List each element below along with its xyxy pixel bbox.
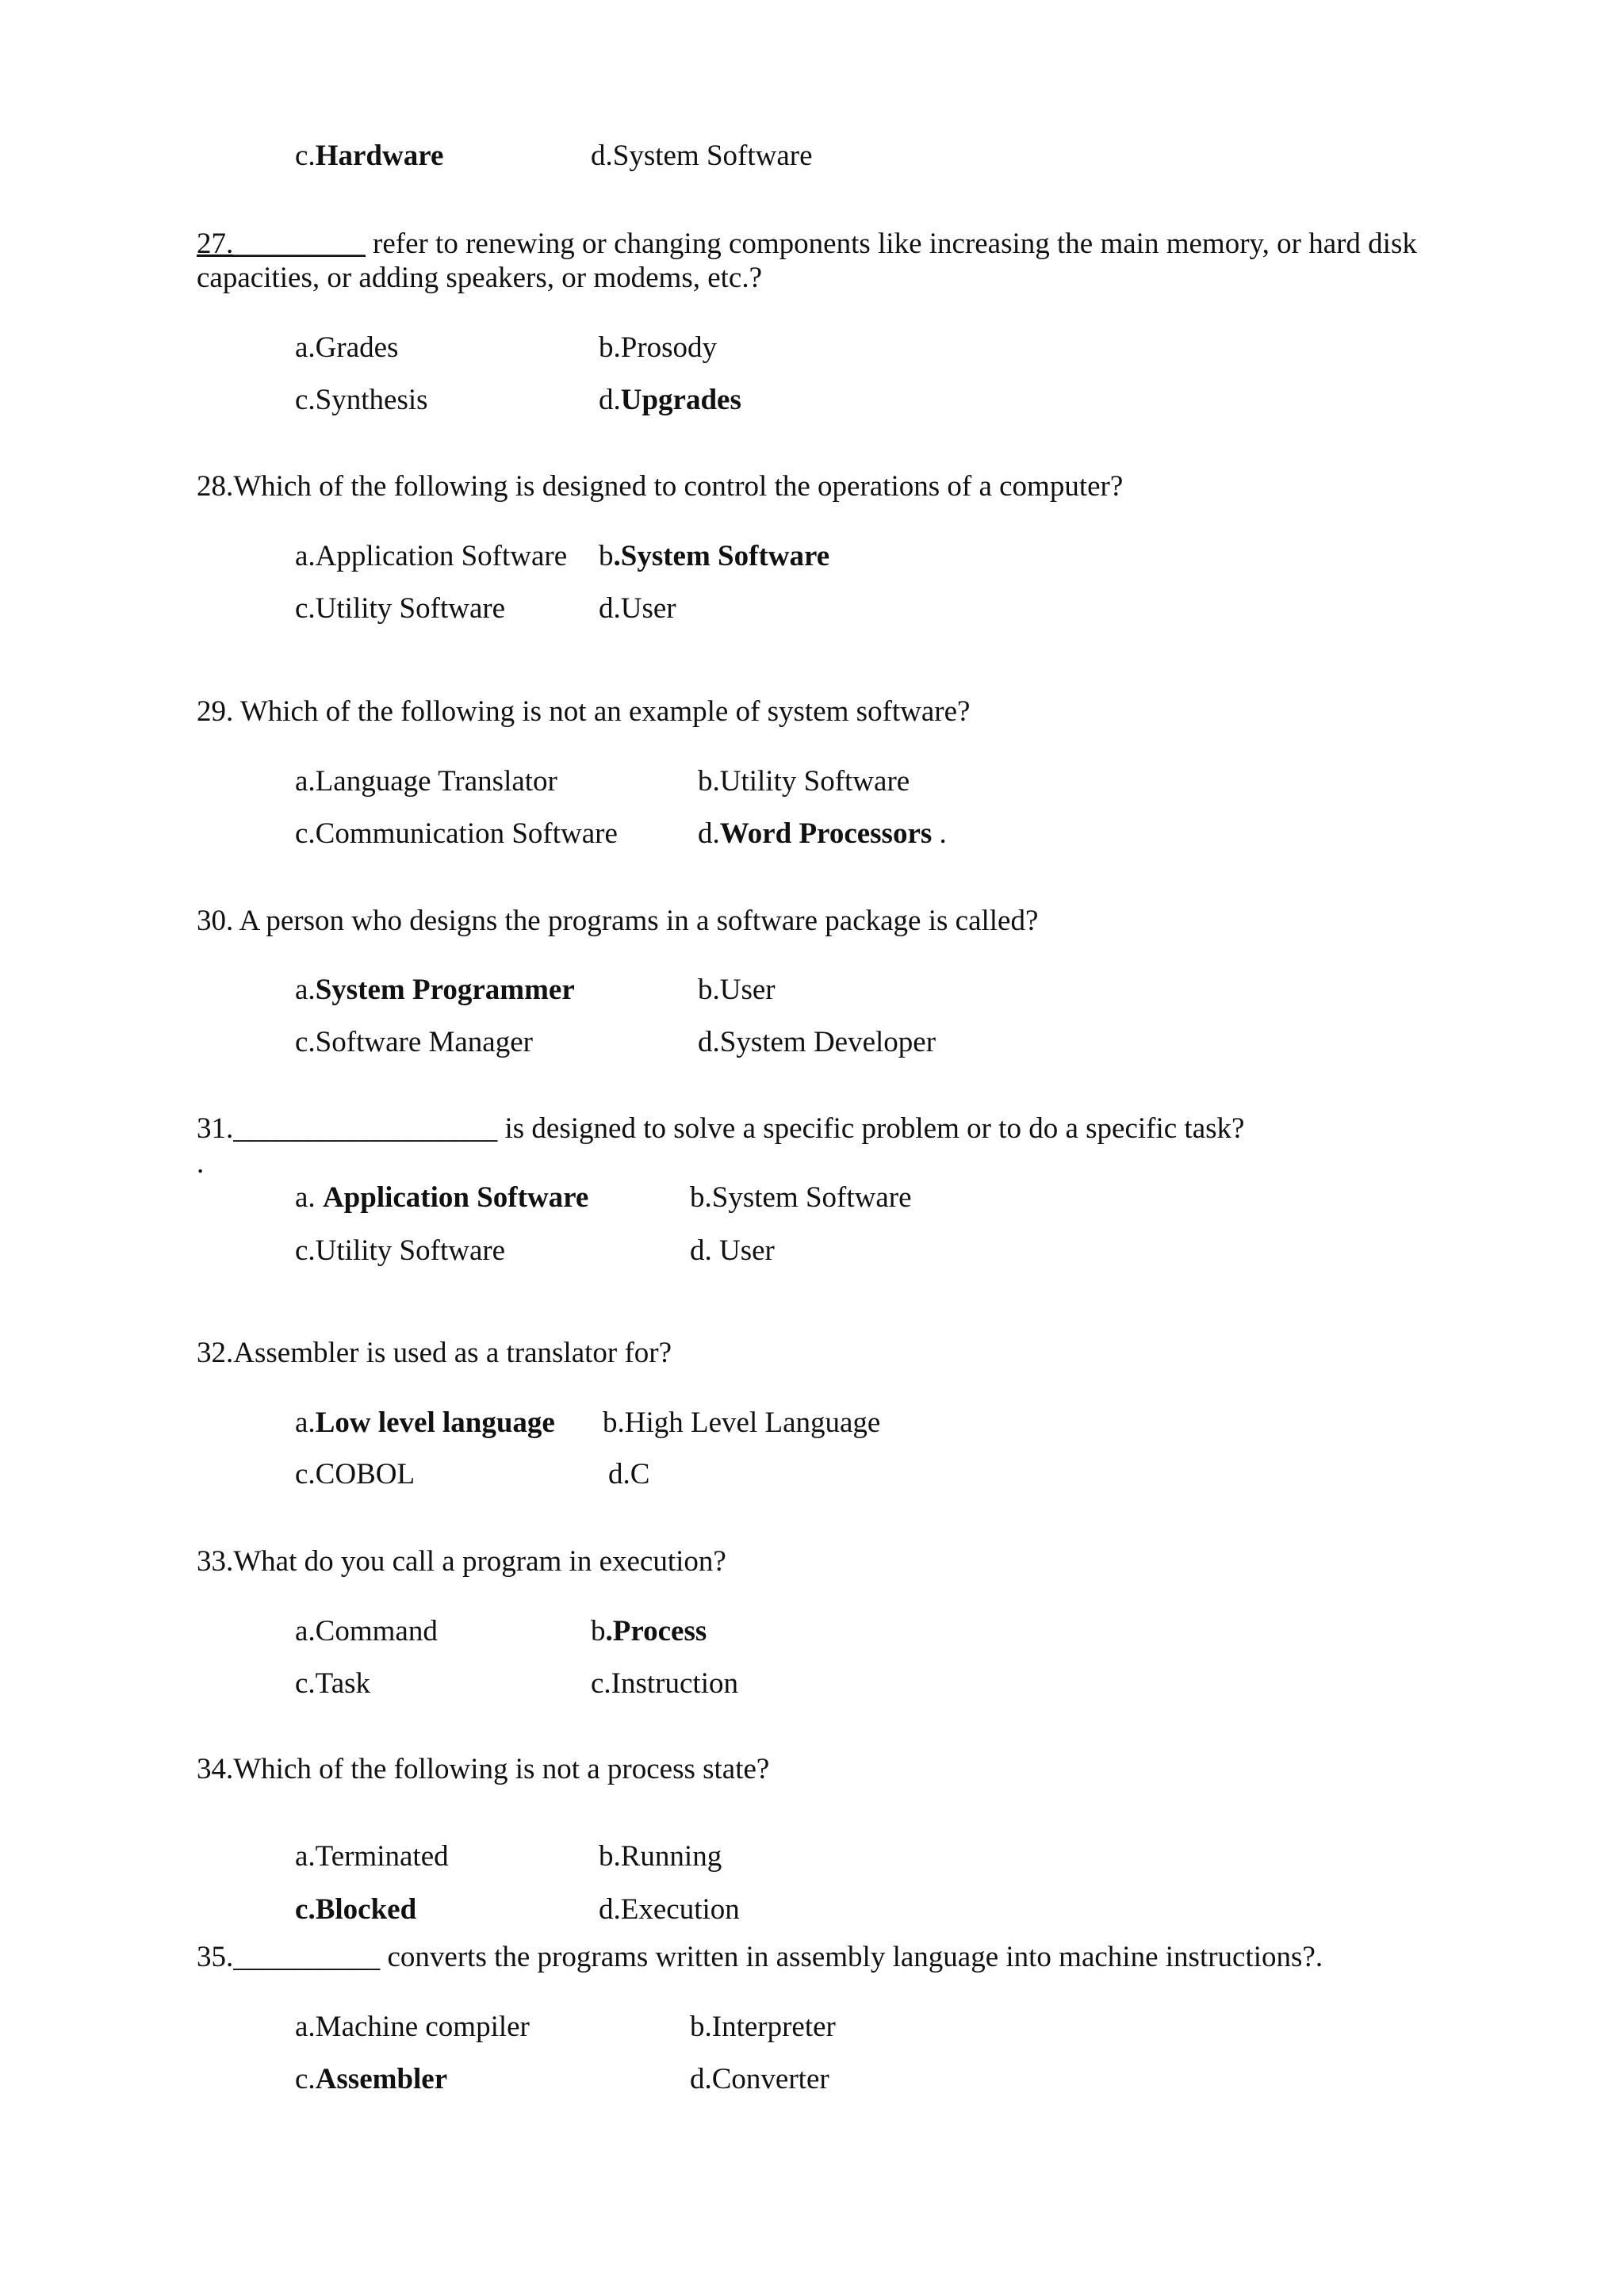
q28-option-b: b.System Software — [599, 540, 830, 572]
q26-option-d: d.System Software — [591, 140, 813, 172]
q30-option-d: d.System Developer — [698, 1026, 936, 1058]
q31-option-d: d. User — [690, 1234, 775, 1267]
q29-option-a: a.Language Translator — [295, 765, 557, 798]
q26-option-c: c.Hardware — [295, 140, 444, 172]
q31-option-a: a. Application Software — [295, 1181, 589, 1214]
q34-question: 34.Which of the following is not a process state? — [197, 1753, 770, 1785]
q29-question: 29. Which of the following is not an example of system software? — [197, 695, 971, 728]
q28-option-d: d.User — [599, 592, 676, 625]
q27-option-a: a.Grades — [295, 331, 399, 364]
q31-stray-dot: . — [197, 1147, 205, 1180]
q27-option-c: c.Synthesis — [295, 384, 428, 416]
q27-option-b: b.Prosody — [599, 331, 718, 364]
q30-option-b: b.User — [698, 974, 776, 1006]
q28-question: 28.Which of the following is designed to control the operations of a computer? — [197, 470, 1124, 503]
q30-question: 30. A person who designs the programs in a software package is called? — [197, 905, 1039, 937]
q35-option-c: c.Assembler — [295, 2063, 448, 2095]
q30-option-c: c.Software Manager — [295, 1026, 533, 1058]
q33-option-c: c.Task — [295, 1667, 371, 1700]
q28-option-a: a.Application Software — [295, 540, 568, 572]
q32-option-a: a.Low level language — [295, 1406, 555, 1439]
q32-question: 32.Assembler is used as a translator for? — [197, 1337, 672, 1369]
q34-option-a: a.Terminated — [295, 1840, 449, 1873]
q35-option-a: a.Machine compiler — [295, 2011, 530, 2043]
q35-question: 35.__________ converts the programs written in assembly language into machine instructions?. — [197, 1941, 1323, 1973]
q32-option-c: c.COBOL — [295, 1458, 416, 1490]
q31-option-b: b.System Software — [690, 1181, 912, 1214]
q35-option-b: b.Interpreter — [690, 2011, 836, 2043]
q34-option-b: b.Running — [599, 1840, 722, 1873]
q34-option-d: d.Execution — [599, 1893, 740, 1926]
q34-option-c: c.Blocked — [295, 1893, 417, 1926]
q33-option-b: b.Process — [591, 1615, 707, 1647]
q27-question: 27._________ refer to renewing or changing components like increasing the main memory, or hard disk — [197, 228, 1417, 260]
q32-option-d: d.C — [608, 1458, 650, 1490]
q31-question: 31.__________________ is designed to solve a specific problem or to do a specific task? — [197, 1112, 1245, 1145]
q32-option-b: b.High Level Language — [603, 1406, 881, 1439]
q27-option-d: d.Upgrades — [599, 384, 741, 416]
q29-option-c: c.Communication Software — [295, 817, 618, 850]
q35-option-d: d.Converter — [690, 2063, 829, 2095]
q33-option-d: c.Instruction — [591, 1667, 738, 1700]
q28-option-c: c.Utility Software — [295, 592, 506, 625]
q31-option-c: c.Utility Software — [295, 1234, 506, 1267]
q33-option-a: a.Command — [295, 1615, 438, 1647]
q29-option-d: d.Word Processors . — [698, 817, 947, 850]
q27-question-line2: capacities, or adding speakers, or modems, etc.? — [197, 262, 763, 294]
q33-question: 33.What do you call a program in execution? — [197, 1545, 726, 1578]
q29-option-b: b.Utility Software — [698, 765, 910, 798]
q30-option-a: a.System Programmer — [295, 974, 575, 1006]
